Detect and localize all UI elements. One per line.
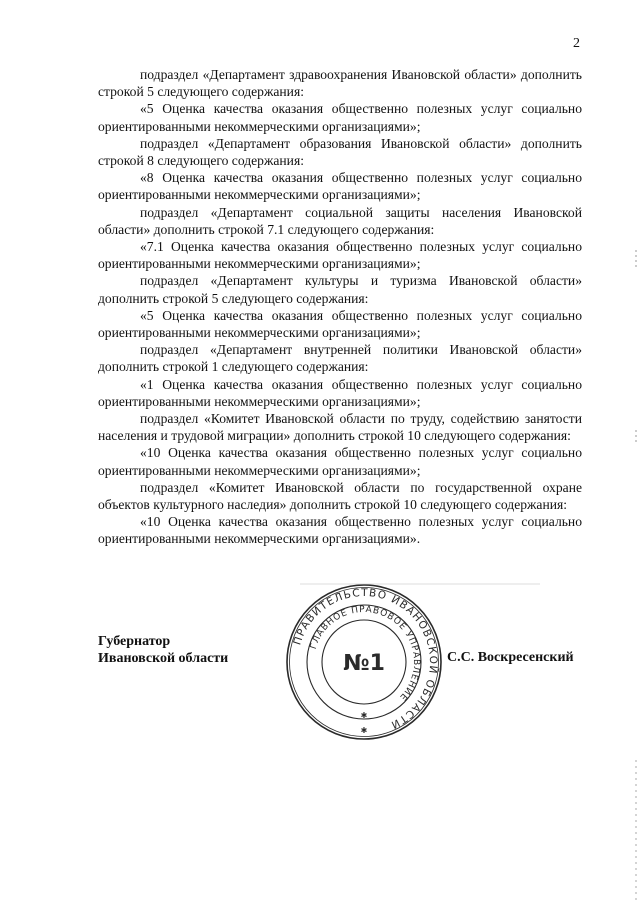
- paragraph: «1 Оценка качества оказания общественно полезных услуг социально ориентированными некоммерческими организациями»;: [98, 376, 582, 409]
- seal-inner-text: ГЛАВНОЕ ПРАВОВОЕ УПРАВЛЕНИЕ: [308, 604, 422, 703]
- paragraph: подраздел «Департамент внутренней политики Ивановской области» дополнить строкой 1 следующего содержания:: [98, 342, 582, 375]
- paragraph: подраздел «Департамент социальной защиты населения Ивановской области» дополнить строкой 7.1 следующего содержания:: [98, 204, 582, 237]
- paragraph: подраздел «Департамент культуры и туризма Ивановской области» дополнить строкой 5 следующего содержания:: [98, 273, 582, 306]
- paragraph: «5 Оценка качества оказания общественно полезных услуг социально ориентированными некоммерческими организациями»;: [98, 101, 582, 134]
- seal-outer-text: ПРАВИТЕЛЬСТВО ИВАНОВСКОЙ ОБЛАСТИ: [291, 586, 440, 732]
- signatory-title: Губернатор: [98, 634, 171, 649]
- paragraph: «8 Оценка качества оказания общественно полезных услуг социально ориентированными некоммерческими организациями»;: [98, 170, 582, 203]
- svg-text:✱: ✱: [360, 726, 368, 735]
- seal-number: №1: [343, 651, 385, 676]
- paragraph: «7.1 Оценка качества оказания общественно полезных услуг социально ориентированными некоммерческими организациями»;: [98, 239, 582, 272]
- signatory-region: Ивановской области: [98, 651, 229, 666]
- signatory-name: С.С. Воскресенский: [447, 650, 574, 665]
- paragraph: «10 Оценка качества оказания общественно полезных услуг социально ориентированными некоммерческими организациями».: [98, 514, 582, 547]
- svg-text:✱: ✱: [360, 711, 368, 720]
- page-number: 2: [573, 36, 580, 51]
- paragraph: подраздел «Комитет Ивановской области по труду, содействию занятости населения и трудовой миграции» дополнить строкой 10 следующего содержания:: [98, 411, 582, 444]
- paragraph: «5 Оценка качества оказания общественно полезных услуг социально ориентированными некоммерческими организациями»;: [98, 307, 582, 341]
- paragraph: «10 Оценка качества оказания общественно полезных услуг социально ориентированными некоммерческими организациями»;: [98, 445, 582, 478]
- paragraph: подраздел «Департамент образования Ивановской области» дополнить строкой 8 следующего содержания:: [98, 135, 582, 169]
- paragraph: подраздел «Комитет Ивановской области по государственной охране объектов культурного наследия» дополнить строкой 10 следующего содержания:: [98, 479, 582, 513]
- paragraph: подраздел «Департамент здравоохранения Ивановской области» дополнить строкой 5 следующего содержания:: [98, 67, 582, 100]
